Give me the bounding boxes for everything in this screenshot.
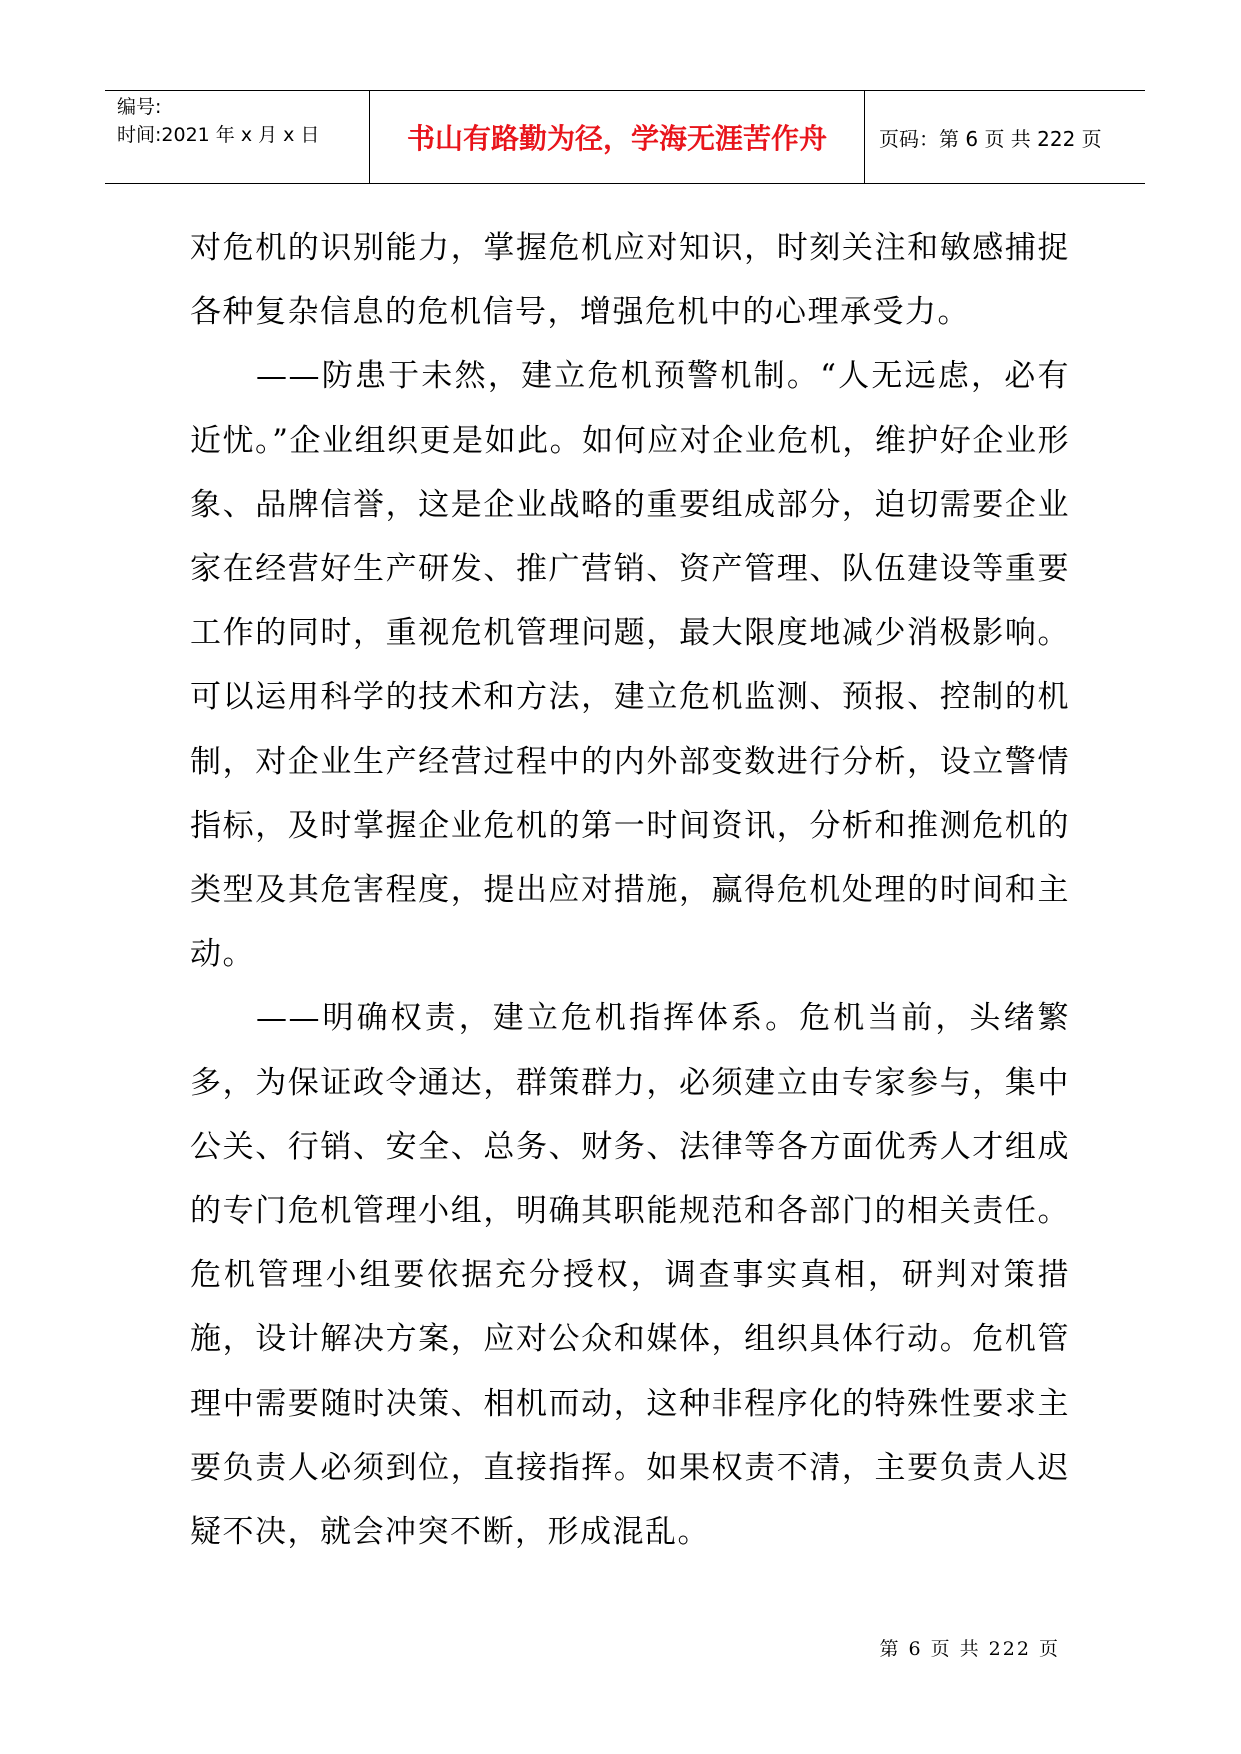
header-time-row: [117, 121, 369, 149]
header-number-label: 编号:: [117, 96, 162, 118]
document-body: [190, 216, 1070, 1564]
header-number-row: [117, 93, 369, 121]
body-paragraph-1: 对危机的识别能力，掌握危机应对知识，时刻关注和敏感捕捉各种复杂信息的危机信号，增强危机中的心理承受力。: [190, 230, 1070, 331]
header-meta-cell: [105, 91, 370, 183]
header-page-label: 页码：第 6 页 共 222 页: [879, 126, 1102, 151]
page-header: [105, 90, 1145, 184]
header-motto: 书山有路勤为径，学海无涯苦作舟: [370, 91, 865, 183]
header-time-label: 时间:: [117, 124, 162, 146]
body-paragraph-2: ——防患于未然，建立危机预警机制。“人无远虑，必有近忧。”企业组织更是如此。如何应对企业危机，维护好企业形象、品牌信誉，这是企业战略的重要组成部分，迫切需要企业家在经营好生产研发、推广营销、资产管理、队伍建设等重要工作的同时，重视危机管理问题，最大限度地减少消极影响。可以运用科学的技术和方法，建立危机监测、预报、控制的机制，对企业生产经营过程中的内外部变数进行分析，设立警情指标，及时掌握企业危机的第一时间资讯，分析和推测危机的类型及其危害程度，提出应对措施，赢得危机处理的时间和主动。: [190, 358, 1070, 973]
body-paragraph-3: ——明确权责，建立危机指挥体系。危机当前，头绪繁多，为保证政令通达，群策群力，必须建立由专家参与，集中公关、行销、安全、总务、财务、法律等各方面优秀人才组成的专门危机管理小组，明确其职能规范和各部门的相关责任。危机管理小组要依据充分授权，调查事实真相，研判对策措施，设计解决方案，应对公众和媒体，组织具体行动。危机管理中需要随时决策、相机而动，这种非程序化的特殊性要求主要负责人必须到位，直接指挥。如果权责不清，主要负责人迟疑不决，就会冲突不断，形成混乱。: [190, 1000, 1070, 1551]
header-time-value: 2021 年 x 月 x 日: [161, 124, 320, 146]
page-footer: 第 6 页 共 222 页: [879, 1638, 1060, 1660]
